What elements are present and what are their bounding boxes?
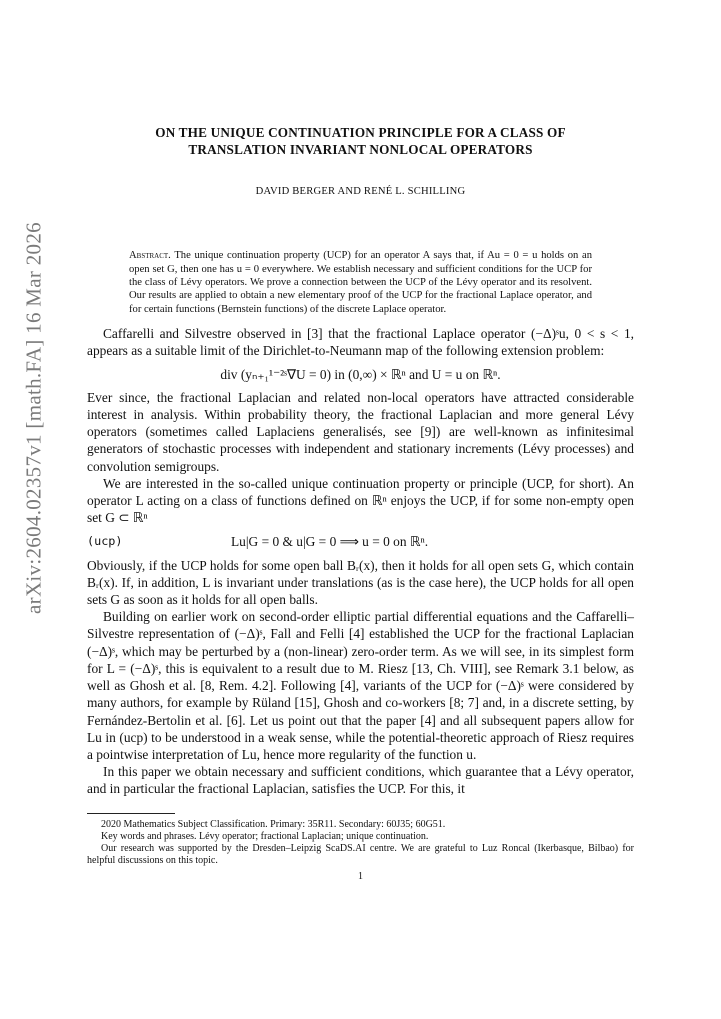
title-line-2: TRANSLATION INVARIANT NONLOCAL OPERATORS	[188, 142, 533, 157]
footnotes	[87, 819, 634, 868]
paragraph-4: Obviously, if the UCP holds for some open ball Bᵣ(x), then it holds for all open sets G, which contain Bᵣ(x). If, in addition, L is invariant under translations (as is the case here), the UCP holds for all open sets G as soon as it holds for all open balls.	[87, 557, 634, 608]
paper-title	[87, 124, 634, 158]
paragraph-3: We are interested in the so-called unique continuation property or principle (UCP, for short). An operator L acting on a class of functions defined on ℝⁿ enjoys the UCP, if for some non-empty open set G ⊂ ℝⁿ	[87, 475, 634, 526]
ucp-label: (ucp)	[87, 534, 123, 549]
footnote-msc: 2020 Mathematics Subject Classification. Primary: 35R11. Secondary: 60J35; 60G51.	[101, 818, 446, 830]
abstract-text: The unique continuation property (UCP) for an operator A says that, if Au = 0 = u holds on an open set G, then one has u = 0 everywhere. We establish necessary and sufficient conditions for the UCP for the class of Lévy operators. We prove a connection between the UCP of the Lévy operator and its resolvent. Our results are applied to obtain a new elementary proof of the UCP for the fractional Laplace operator, and for certain functions (Bernstein functions) of the discrete Laplace operator.	[129, 250, 592, 315]
footnote-acknowledgement: Our research was supported by the Dresden–Leipzig ScaDS.AI centre. We are grateful to Luz Roncal (Ikerbasque, Bilbao) for helpful discussions on this topic.	[87, 842, 634, 867]
ucp-formula: Lu|G = 0 & u|G = 0 ⟹ u = 0 on ℝⁿ.	[231, 534, 429, 550]
arxiv-stamp-text: arXiv:2604.02357v1 [math.FA] 16 Mar 2026	[21, 222, 46, 614]
abstract-label: Abstract.	[129, 250, 171, 262]
footnote-rule	[87, 813, 175, 814]
ucp-equation	[87, 533, 634, 550]
abstract	[129, 249, 592, 316]
display-equation: div (yₙ₊₁¹⁻²ˢ∇U = 0) in (0,∞) × ℝⁿ and U = u on ℝⁿ.	[220, 366, 501, 382]
author-line: DAVID BERGER AND RENÉ L. SCHILLING	[255, 186, 466, 197]
paragraph-2: Ever since, the fractional Laplacian and related non-local operators have attracted considerable interest in analysis. Within probability theory, the fractional Laplacian and more general Lévy operators (sometimes called Laplaciens generalisés, see [9]) are well-known as infinitesimal generators of stochastic processes with independent and stationary increments (Lévy processes) and convolution semigroups.	[87, 389, 634, 474]
paper-page	[87, 120, 634, 886]
page-number: 1	[358, 871, 363, 883]
footnote-keywords: Key words and phrases. Lévy operator; fractional Laplacian; unique continuation.	[101, 830, 429, 842]
paragraph-6: In this paper we obtain necessary and sufficient conditions, which guarantee that a Lévy operator, and in particular the fractional Laplacian, satisfies the UCP. For this, it	[87, 764, 634, 797]
title-line-1: ON THE UNIQUE CONTINUATION PRINCIPLE FOR A CLASS OF	[155, 125, 566, 140]
arxiv-identifier-stamp	[14, 158, 54, 678]
paragraph-1: Caffarelli and Silvestre observed in [3] that the fractional Laplace operator (−Δ)ˢu, 0 < s < 1, appears as a suitable limit of the Dirichlet-to-Neumann map of the following extension problem:	[87, 326, 634, 359]
paragraph-5: Building on earlier work on second-order elliptic partial differential equations and the Caffarelli–Silvestre representation of (−Δ)ˢ, Fall and Felli [4] established the UCP for the fractional Laplacian (−Δ)ˢ, which may be perturbed by a (non-linear) zero-order term. As we will see, in its simplest form for L = (−Δ)ˢ, this is equivalent to a result due to M. Riesz [13, Ch. VIII], see Remark 3.1 below, as well as Ghosh et al. [8, Rem. 4.2]. Following [4], variants of the UCP for (−Δ)ˢ were considered by many authors, for example by Rüland [15], Ghosh and co-workers [8; 7] and, in a discrete setting, by Fernández-Bertolin et al. [6]. Let us point out that the paper [4] and all subsequent papers allow for Lu in (ucp) to be understood in a weak sense, while the potential-theoretic approach of Riesz requires a pointwise interpretation of Lu, hence more regularity of the function u.	[87, 609, 634, 762]
